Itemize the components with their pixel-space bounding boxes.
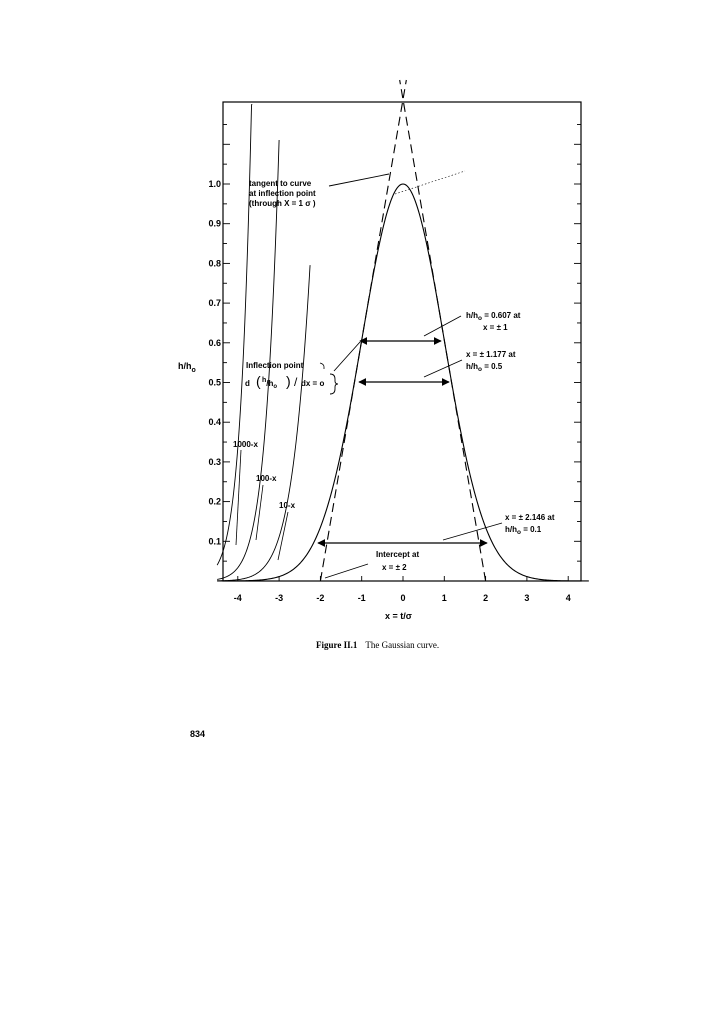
leader-tangent-dotted xyxy=(395,171,465,194)
inflection-d: d xyxy=(245,379,250,388)
x-axis-label: x = t/σ xyxy=(385,611,412,621)
annotation-0607 xyxy=(466,311,521,322)
leader-100x xyxy=(256,485,263,540)
x-tick-label: 0 xyxy=(400,593,406,603)
inflection-slash-small: / xyxy=(266,379,269,388)
label-1000x: 1000-x xyxy=(233,440,258,449)
annotation-tangent-line2: at inflection point xyxy=(249,189,316,198)
y-tick-label: 0.3 xyxy=(208,456,221,467)
label-10x: 10-x xyxy=(279,501,296,510)
tangent-left xyxy=(320,80,406,581)
curves xyxy=(217,80,589,581)
annotation-05-sub: o xyxy=(478,366,482,373)
leader-01 xyxy=(443,523,502,540)
annotation-01-line1: x = ± 2.146 at xyxy=(505,513,555,522)
y-tick-label: 0.2 xyxy=(208,496,221,507)
figure-caption-text: The Gaussian curve. xyxy=(365,640,440,650)
y-axis-label xyxy=(178,361,196,374)
x-tick-label: -2 xyxy=(316,593,325,603)
annotation-0607-line2: x = ± 1 xyxy=(483,323,508,332)
y-axis-label-main: h/h xyxy=(178,361,192,371)
annotation-01-rest: = 0.1 xyxy=(520,525,542,534)
annotation-05-line2 xyxy=(466,362,503,373)
y-tick-label: 1.0 xyxy=(208,179,221,189)
y-axis-label-sub: o xyxy=(191,367,196,374)
annotation-01-line2 xyxy=(505,525,542,536)
leader-tangent xyxy=(329,174,389,186)
tail-10x-curve xyxy=(217,265,310,581)
x-tick-label: 4 xyxy=(565,593,571,603)
x-tick-label: 1 xyxy=(441,593,447,603)
x-tick-label: 2 xyxy=(483,593,489,603)
y-tick-label: 0.4 xyxy=(208,417,221,428)
page-number: 834 xyxy=(190,729,206,739)
annotation-inflection-formula xyxy=(245,373,324,390)
inflection-o-sub: o xyxy=(273,384,278,390)
annotation-01-hh: h/h xyxy=(505,525,517,534)
x-tick-label: 3 xyxy=(524,593,530,603)
y-tick-label: 0.5 xyxy=(208,377,221,388)
annotation-tangent-line1: tangent to curve xyxy=(249,179,312,188)
inflection-paren-open: ( xyxy=(256,373,261,389)
label-100x: 100-x xyxy=(256,474,277,483)
annotation-0607-rest: = 0.607 at xyxy=(481,311,521,320)
annotation-0607-sub: o xyxy=(478,315,482,322)
annotation-01-sub: o xyxy=(517,529,521,536)
leader-intercept xyxy=(325,564,368,578)
figure-caption xyxy=(316,640,439,650)
inflection-h: h xyxy=(268,379,274,388)
inflection-title-bracket xyxy=(320,363,324,369)
tangent-right xyxy=(400,80,486,581)
x-tick-label: -3 xyxy=(275,593,284,603)
annotation-inflection-title: Inflection point xyxy=(246,361,304,370)
y-tick-label: 0.6 xyxy=(208,337,221,348)
y-tick-label: 0.7 xyxy=(208,298,221,309)
annotation-05-hh: h/h xyxy=(466,362,478,371)
y-tick-label: 0.1 xyxy=(208,536,221,547)
x-tick-label: -4 xyxy=(233,593,242,603)
annotation-intercept-line2: x = ± 2 xyxy=(382,563,407,572)
x-axis-ticks xyxy=(234,576,571,603)
annotation-05-line1: x = ± 1.177 at xyxy=(466,350,516,359)
annotation-tangent-line3: (through X = 1 σ ) xyxy=(249,199,316,208)
inflection-h-sup: h xyxy=(262,377,267,384)
leader-inflection xyxy=(334,342,360,371)
annotation-tangent xyxy=(249,179,318,208)
inflection-slash: / xyxy=(294,375,298,389)
annotation-05-rest: = 0.5 xyxy=(481,362,503,371)
inflection-brace xyxy=(330,374,338,394)
y-tick-label: 0.9 xyxy=(208,218,221,229)
inflection-paren-close: ) xyxy=(286,373,291,389)
x-tick-label: -1 xyxy=(357,593,366,603)
figure-caption-label: Figure II.1 xyxy=(316,640,358,650)
y-tick-label: 0.8 xyxy=(208,258,221,269)
leader-0607 xyxy=(424,316,461,336)
inflection-dx: dx = o xyxy=(301,379,325,388)
annotation-0607-hh: h/h xyxy=(466,311,478,320)
annotation-intercept-line1: Intercept at xyxy=(376,550,420,559)
leader-05 xyxy=(424,360,462,377)
